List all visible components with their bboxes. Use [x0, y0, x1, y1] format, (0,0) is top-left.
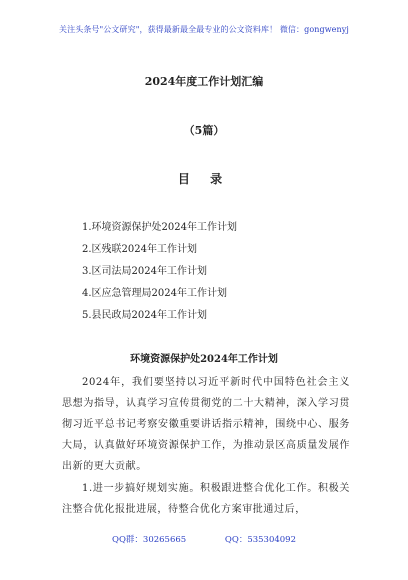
toc-item: 5.县民政局2024年工作计划 — [82, 310, 207, 321]
toc-item: 2.区残联2024年工作计划 — [82, 244, 197, 255]
table-of-contents — [82, 221, 237, 331]
footer-qq: QQ：535304092 — [224, 535, 296, 545]
toc-item: 3.区司法局2024年工作计划 — [82, 266, 207, 277]
footer-contact — [0, 533, 408, 545]
header-promo-note: 关注头条号"公文研究"，获得最新最全最专业的公文资料库！ 微信：gongwenyj — [59, 25, 349, 34]
document-count: （5篇） — [183, 124, 225, 137]
section-title: 环境资源保护处2024年工作计划 — [130, 354, 278, 365]
toc-heading: 目 录 — [177, 172, 231, 186]
footer-qq-group: QQ群：30265665 — [111, 535, 187, 545]
toc-item: 1.环境资源保护处2024年工作计划 — [82, 222, 237, 233]
body-paragraph: 1.进一步搞好规划实施。积极跟进整合优化工作。积极关注整合优化报批进展，待整合优化方案审批通过后， — [62, 483, 350, 515]
body-paragraph: 2024年，我们要坚持以习近平新时代中国特色社会主义思想为指导，认真学习宣传贯彻党的二十大精神，深入学习贯彻习近平总书记考察安徽重要讲话指示精神，围绕中心、服务大局，认真做好环境资源保护工作，为推动景区高质量发展作出新的更大贡献。 — [62, 377, 350, 472]
toc-item: 4.区应急管理局2024年工作计划 — [82, 288, 227, 299]
document-title: 2024年度工作计划汇编 — [144, 75, 264, 88]
